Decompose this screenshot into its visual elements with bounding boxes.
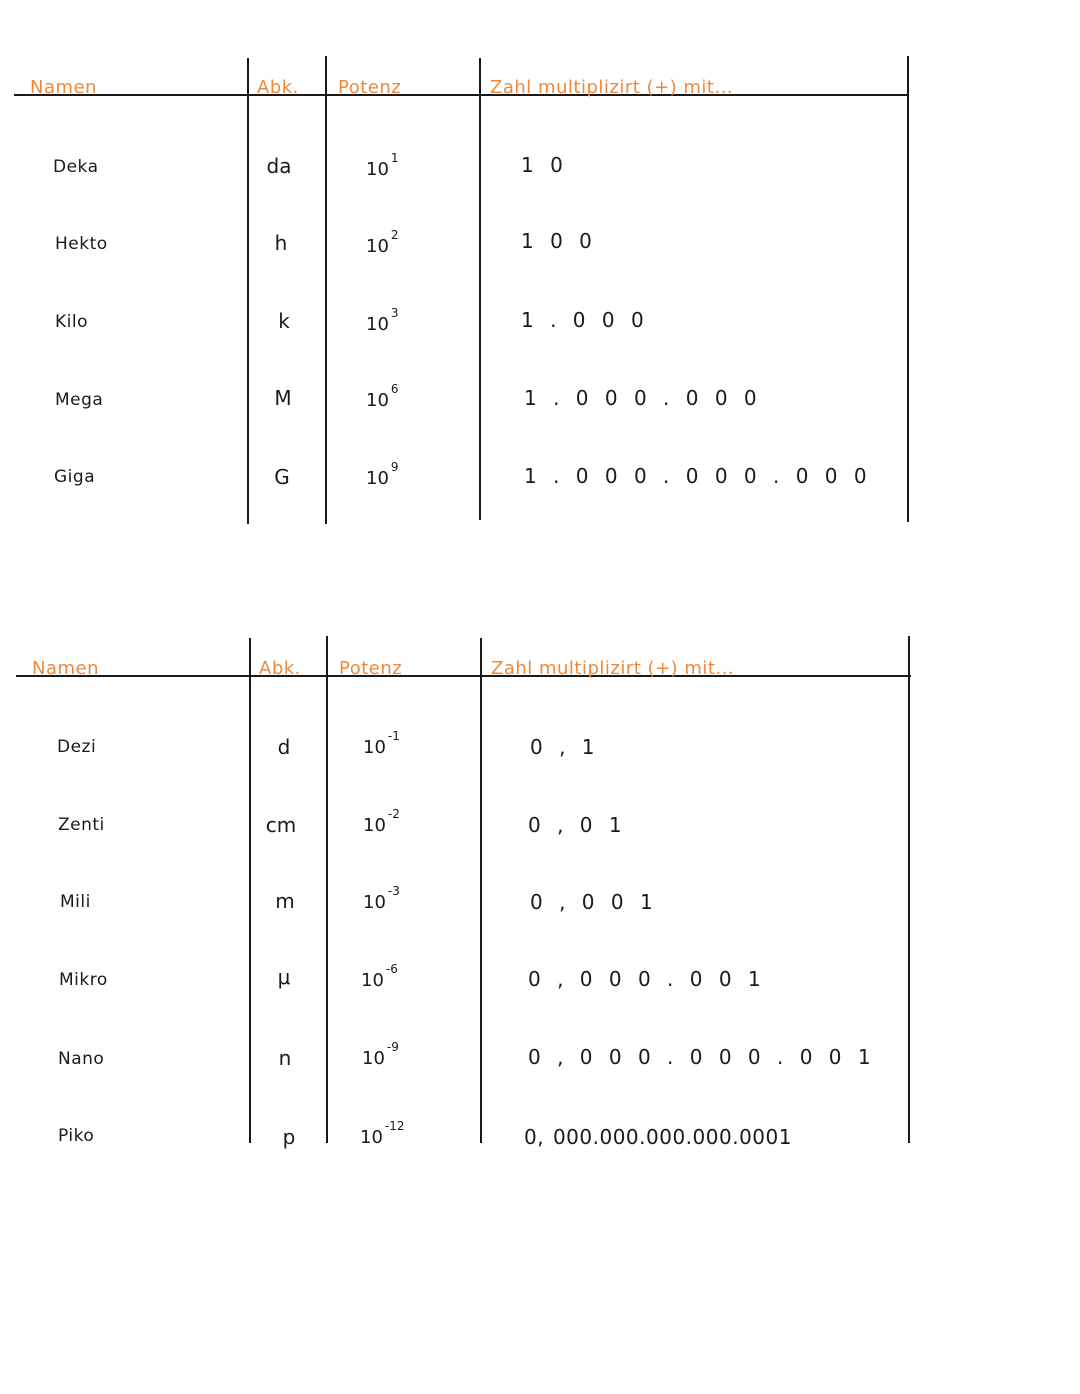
header-rule xyxy=(14,94,909,96)
prefix-power xyxy=(361,962,398,991)
prefix-power xyxy=(366,460,399,489)
prefix-abbr: h xyxy=(274,231,288,255)
prefix-abbr: G xyxy=(274,465,290,489)
power-exponent: 2 xyxy=(390,228,399,242)
power-base: 10 xyxy=(363,892,386,913)
prefix-abbr: μ xyxy=(277,965,291,989)
prefix-name: Piko xyxy=(58,1126,95,1146)
prefix-value: 0, 000.000.000.000.0001 xyxy=(524,1125,792,1149)
power-exponent: -6 xyxy=(385,962,398,976)
power-exponent: 1 xyxy=(390,151,399,165)
prefix-power xyxy=(363,807,400,836)
header-name: Namen xyxy=(32,658,100,679)
header-abbr: Abk. xyxy=(257,77,299,98)
column-divider xyxy=(479,58,481,520)
prefix-name: Mega xyxy=(55,390,104,410)
prefix-name: Dezi xyxy=(57,737,97,757)
power-exponent: 3 xyxy=(390,306,399,320)
prefix-name: Mili xyxy=(60,892,91,912)
power-exponent: 9 xyxy=(390,460,399,474)
prefix-abbr: k xyxy=(278,309,290,333)
power-exponent: -3 xyxy=(387,884,400,898)
prefix-abbr: p xyxy=(282,1125,296,1149)
header-power: Potenz xyxy=(338,77,402,98)
prefix-value: 0 , 0 1 xyxy=(528,813,624,837)
power-exponent: -9 xyxy=(386,1040,399,1054)
prefix-abbr: M xyxy=(274,386,292,410)
prefix-power xyxy=(362,1040,399,1069)
power-base: 10 xyxy=(366,468,389,489)
column-divider xyxy=(249,638,251,1143)
prefix-power xyxy=(363,729,400,758)
power-base: 10 xyxy=(363,737,386,758)
prefix-value: 1 0 xyxy=(521,153,565,177)
prefix-abbr: da xyxy=(266,154,292,178)
prefix-name: Deka xyxy=(53,157,99,177)
prefix-value: 1 . 0 0 0 xyxy=(521,308,646,332)
power-exponent: -12 xyxy=(384,1119,405,1133)
header-rule xyxy=(16,675,911,677)
power-base: 10 xyxy=(362,1048,385,1069)
header-value: Zahl multiplizirt (+) mit... xyxy=(491,658,735,679)
table-negative-prefixes xyxy=(0,580,1080,1180)
column-divider xyxy=(247,58,249,524)
prefix-name: Zenti xyxy=(58,815,105,835)
prefix-abbr: cm xyxy=(265,813,297,837)
power-exponent: -2 xyxy=(387,807,400,821)
prefix-power xyxy=(363,884,400,913)
power-base: 10 xyxy=(366,159,389,180)
prefix-name: Giga xyxy=(54,467,96,487)
prefix-value: 0 , 0 0 0 . 0 0 1 xyxy=(528,967,763,991)
prefix-value: 1 . 0 0 0 . 0 0 0 xyxy=(524,386,759,410)
table-positive-prefixes xyxy=(0,0,1080,560)
prefix-power xyxy=(366,382,399,411)
prefix-power xyxy=(366,228,399,257)
header-abbr: Abk. xyxy=(259,658,301,679)
prefix-abbr: m xyxy=(275,889,295,913)
prefix-name: Nano xyxy=(58,1049,105,1069)
power-base: 10 xyxy=(366,314,389,335)
column-divider xyxy=(480,638,482,1143)
header-name: Namen xyxy=(30,77,98,98)
prefix-name: Mikro xyxy=(59,970,108,990)
prefix-name: Hekto xyxy=(55,234,108,254)
prefix-abbr: d xyxy=(277,735,291,759)
power-base: 10 xyxy=(363,815,386,836)
prefix-power xyxy=(360,1119,405,1148)
header-value: Zahl multiplizirt (+) mit... xyxy=(490,77,734,98)
power-base: 10 xyxy=(366,236,389,257)
prefix-value: 0 , 0 0 1 xyxy=(530,890,655,914)
column-divider xyxy=(908,636,910,1143)
power-base: 10 xyxy=(361,970,384,991)
prefix-value: 0 , 1 xyxy=(530,735,597,759)
column-divider xyxy=(907,56,909,522)
prefix-value: 0 , 0 0 0 . 0 0 0 . 0 0 1 xyxy=(528,1045,873,1069)
power-base: 10 xyxy=(360,1127,383,1148)
power-exponent: 6 xyxy=(390,382,399,396)
column-divider xyxy=(326,636,328,1143)
prefix-abbr: n xyxy=(278,1046,292,1070)
power-base: 10 xyxy=(366,390,389,411)
prefix-name: Kilo xyxy=(55,312,88,332)
prefix-power xyxy=(366,151,399,180)
column-divider xyxy=(325,56,327,524)
prefix-value: 1 . 0 0 0 . 0 0 0 . 0 0 0 xyxy=(524,464,869,488)
power-exponent: -1 xyxy=(387,729,400,743)
header-power: Potenz xyxy=(339,658,403,679)
prefix-power xyxy=(366,306,399,335)
prefix-value: 1 0 0 xyxy=(521,229,594,253)
